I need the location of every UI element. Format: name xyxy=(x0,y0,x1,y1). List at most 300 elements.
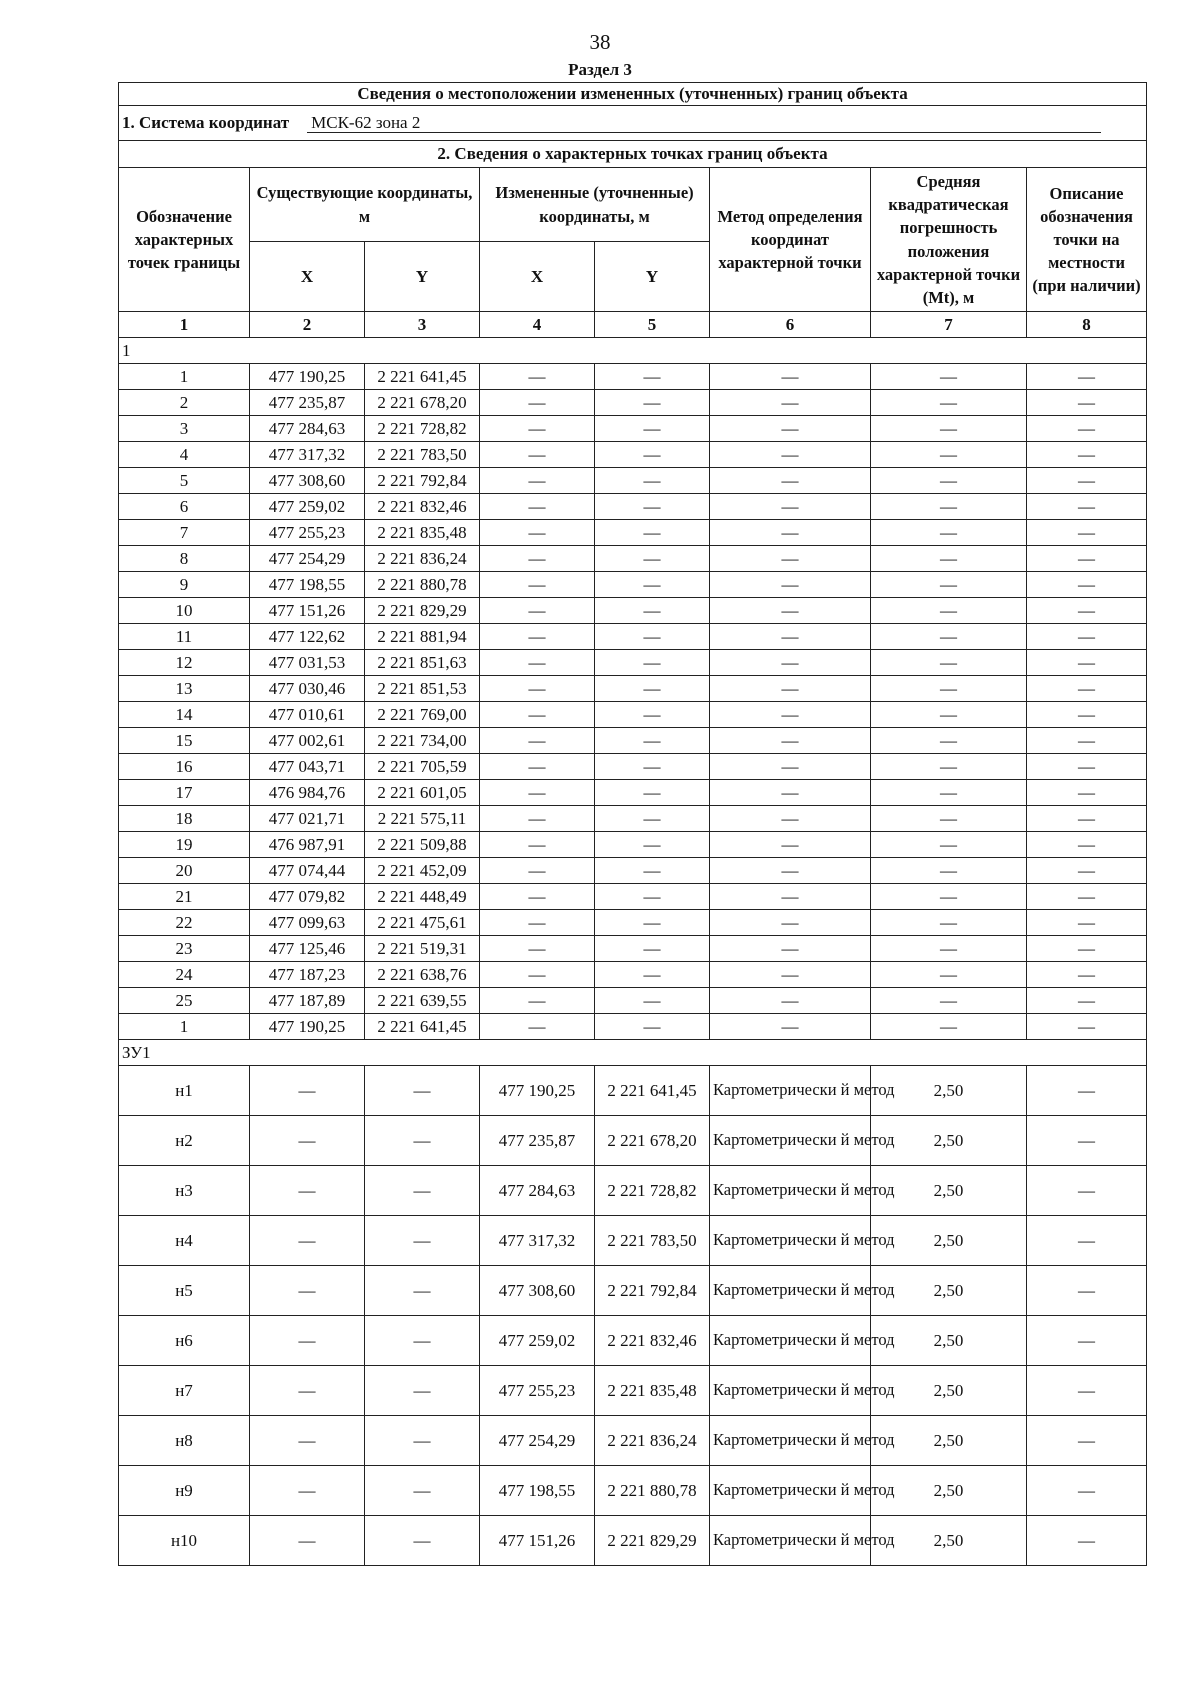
table-cell: н3 xyxy=(119,1166,250,1216)
table-cell: н10 xyxy=(119,1516,250,1566)
table-cell: Картометрически й метод xyxy=(710,1216,871,1266)
table-cell: — xyxy=(710,546,871,572)
table-cell: — xyxy=(871,468,1027,494)
table-cell: 2 221 792,84 xyxy=(595,1266,710,1316)
table-cell: — xyxy=(365,1366,480,1416)
table-cell: — xyxy=(595,494,710,520)
table-cell: — xyxy=(480,806,595,832)
table-cell: — xyxy=(595,442,710,468)
table-cell: — xyxy=(871,858,1027,884)
table-row xyxy=(119,1014,1147,1040)
table-cell: — xyxy=(365,1466,480,1516)
table-cell: 1 xyxy=(119,1014,250,1040)
table-row xyxy=(119,1316,1147,1366)
table-cell: — xyxy=(595,650,710,676)
table-cell: 9 xyxy=(119,572,250,598)
table-cell: 477 074,44 xyxy=(250,858,365,884)
column-number: 2 xyxy=(250,312,365,338)
table-cell: — xyxy=(1027,1166,1147,1216)
table-cell: 2,50 xyxy=(871,1066,1027,1116)
table-cell: 25 xyxy=(119,988,250,1014)
table-cell: 24 xyxy=(119,962,250,988)
table-cell: 17 xyxy=(119,780,250,806)
table-cell: — xyxy=(595,754,710,780)
table-cell: — xyxy=(365,1116,480,1166)
table-cell: — xyxy=(480,520,595,546)
table-cell: Картометрически й метод xyxy=(710,1466,871,1516)
table-row xyxy=(119,546,1147,572)
table-cell: — xyxy=(1027,728,1147,754)
table-cell: 477 002,61 xyxy=(250,728,365,754)
table-cell: 2 221 728,82 xyxy=(595,1166,710,1216)
table-cell: — xyxy=(871,780,1027,806)
table-cell: — xyxy=(250,1266,365,1316)
table-cell: — xyxy=(1027,1216,1147,1266)
table-cell: — xyxy=(480,572,595,598)
table-cell: 477 259,02 xyxy=(480,1316,595,1366)
table-row xyxy=(119,1466,1147,1516)
table-cell: — xyxy=(595,676,710,702)
table-cell: — xyxy=(480,858,595,884)
table-cell: — xyxy=(1027,1516,1147,1566)
table-cell: — xyxy=(871,546,1027,572)
table-title: Сведения о местоположении измененных (уточненных) границ объекта xyxy=(119,83,1147,106)
table-row xyxy=(119,1166,1147,1216)
column-number: 3 xyxy=(365,312,480,338)
table-cell: — xyxy=(365,1316,480,1366)
table-cell: 2,50 xyxy=(871,1166,1027,1216)
table-cell: — xyxy=(710,520,871,546)
table-cell: — xyxy=(871,390,1027,416)
table-cell: 477 010,61 xyxy=(250,702,365,728)
table-cell: 2 221 734,00 xyxy=(365,728,480,754)
header-existing-y: Y xyxy=(365,242,480,312)
table-cell: — xyxy=(710,806,871,832)
table-row xyxy=(119,728,1147,754)
table-cell: — xyxy=(595,546,710,572)
table-row xyxy=(119,494,1147,520)
table-cell: 2 221 769,00 xyxy=(365,702,480,728)
table-cell: 477 198,55 xyxy=(480,1466,595,1516)
table-cell: — xyxy=(480,416,595,442)
table-cell: — xyxy=(871,364,1027,390)
table-cell: — xyxy=(480,1014,595,1040)
group-label: 1 xyxy=(119,338,1147,364)
table-cell: 2,50 xyxy=(871,1216,1027,1266)
table-cell: 2 221 519,31 xyxy=(365,936,480,962)
table-cell: — xyxy=(480,390,595,416)
table-cell: — xyxy=(1027,676,1147,702)
header-changed-x: X xyxy=(480,242,595,312)
table-cell: — xyxy=(250,1416,365,1466)
table-cell: 18 xyxy=(119,806,250,832)
header-point-designation: Обозначение характерных точек границы xyxy=(119,168,250,312)
table-cell: 2 221 881,94 xyxy=(365,624,480,650)
table-row xyxy=(119,1216,1147,1266)
table-cell: 477 259,02 xyxy=(250,494,365,520)
table-cell: 477 190,25 xyxy=(480,1066,595,1116)
table-cell: 21 xyxy=(119,884,250,910)
table-cell: 477 255,23 xyxy=(480,1366,595,1416)
table-cell: — xyxy=(871,624,1027,650)
table-cell: — xyxy=(710,728,871,754)
table-cell: 477 031,53 xyxy=(250,650,365,676)
table-row xyxy=(119,1066,1147,1116)
table-cell: — xyxy=(871,650,1027,676)
table-cell: — xyxy=(1027,1116,1147,1166)
table-cell: 2 221 829,29 xyxy=(365,598,480,624)
table-row xyxy=(119,1416,1147,1466)
table-cell: Картометрически й метод xyxy=(710,1516,871,1566)
table-cell: — xyxy=(1027,442,1147,468)
table-cell: 2 221 452,09 xyxy=(365,858,480,884)
table-row xyxy=(119,962,1147,988)
table-cell: — xyxy=(871,884,1027,910)
table-cell: 1 xyxy=(119,364,250,390)
column-number: 1 xyxy=(119,312,250,338)
table-row xyxy=(119,884,1147,910)
table-cell: 3 xyxy=(119,416,250,442)
table-cell: — xyxy=(710,884,871,910)
coord-system-row xyxy=(119,106,1147,141)
table-cell: 477 021,71 xyxy=(250,806,365,832)
table-cell: — xyxy=(871,676,1027,702)
table-cell: — xyxy=(480,598,595,624)
table-cell: — xyxy=(365,1516,480,1566)
table-cell: — xyxy=(871,1014,1027,1040)
table-cell: 15 xyxy=(119,728,250,754)
table-cell: 4 xyxy=(119,442,250,468)
table-cell: 13 xyxy=(119,676,250,702)
table-cell: — xyxy=(871,702,1027,728)
table-row xyxy=(119,598,1147,624)
table-cell: — xyxy=(480,910,595,936)
table-cell: Картометрически й метод xyxy=(710,1266,871,1316)
table-cell: 2 221 832,46 xyxy=(365,494,480,520)
table-cell: 477 308,60 xyxy=(480,1266,595,1316)
header-method: Метод определения координат характерной точки xyxy=(710,168,871,312)
table-cell: 22 xyxy=(119,910,250,936)
table-cell: — xyxy=(710,442,871,468)
table-cell: — xyxy=(710,858,871,884)
table-cell: — xyxy=(710,364,871,390)
table-cell: 477 079,82 xyxy=(250,884,365,910)
table-cell: 14 xyxy=(119,702,250,728)
table-cell: н2 xyxy=(119,1116,250,1166)
table-row xyxy=(119,988,1147,1014)
table-row xyxy=(119,858,1147,884)
table-cell: 2 221 851,63 xyxy=(365,650,480,676)
table-cell: — xyxy=(250,1316,365,1366)
table-cell: 10 xyxy=(119,598,250,624)
table-cell: — xyxy=(595,390,710,416)
table-row xyxy=(119,442,1147,468)
table-cell: — xyxy=(710,780,871,806)
table-cell: 16 xyxy=(119,754,250,780)
table-cell: 2 221 678,20 xyxy=(365,390,480,416)
table-cell: — xyxy=(1027,650,1147,676)
table-cell: 2 221 880,78 xyxy=(365,572,480,598)
table-cell: 476 987,91 xyxy=(250,832,365,858)
table-cell: — xyxy=(1027,468,1147,494)
table-cell: 7 xyxy=(119,520,250,546)
table-cell: — xyxy=(595,468,710,494)
table-cell: — xyxy=(250,1366,365,1416)
table-cell: — xyxy=(710,962,871,988)
table-cell: — xyxy=(1027,806,1147,832)
table-cell: 477 235,87 xyxy=(480,1116,595,1166)
table-cell: 2,50 xyxy=(871,1516,1027,1566)
table-cell: — xyxy=(1027,1066,1147,1116)
table-cell: 2 221 639,55 xyxy=(365,988,480,1014)
table-cell: — xyxy=(1027,936,1147,962)
table-cell: — xyxy=(365,1266,480,1316)
table-cell: — xyxy=(1027,832,1147,858)
table-cell: Картометрически й метод xyxy=(710,1416,871,1466)
table-row xyxy=(119,520,1147,546)
table-cell: — xyxy=(595,572,710,598)
table-cell: — xyxy=(480,624,595,650)
table-cell: — xyxy=(250,1466,365,1516)
table-cell: — xyxy=(871,494,1027,520)
table-cell: — xyxy=(365,1416,480,1466)
table-cell: 477 122,62 xyxy=(250,624,365,650)
table-row xyxy=(119,1266,1147,1316)
coord-system-value: МСК-62 зона 2 xyxy=(307,113,1101,133)
header-description: Описание обозначения точки на местности (при наличии) xyxy=(1027,168,1147,312)
table-cell: — xyxy=(480,468,595,494)
table-cell: н7 xyxy=(119,1366,250,1416)
table-cell: 2,50 xyxy=(871,1266,1027,1316)
table-cell: 476 984,76 xyxy=(250,780,365,806)
table-cell: 477 284,63 xyxy=(250,416,365,442)
table-cell: — xyxy=(250,1216,365,1266)
table-cell: — xyxy=(595,884,710,910)
table-cell: 2,50 xyxy=(871,1316,1027,1366)
table-cell: 2,50 xyxy=(871,1416,1027,1466)
table-cell: 477 190,25 xyxy=(250,364,365,390)
table-cell: — xyxy=(1027,1316,1147,1366)
table-cell: — xyxy=(871,936,1027,962)
table-cell: 477 317,32 xyxy=(250,442,365,468)
table-cell: — xyxy=(480,364,595,390)
table-cell: — xyxy=(480,702,595,728)
table-cell: — xyxy=(595,702,710,728)
column-number: 4 xyxy=(480,312,595,338)
table-cell: 2 221 705,59 xyxy=(365,754,480,780)
table-cell: 2 221 792,84 xyxy=(365,468,480,494)
table-cell: 477 284,63 xyxy=(480,1166,595,1216)
table-cell: — xyxy=(710,676,871,702)
table-cell: — xyxy=(480,546,595,572)
column-number: 6 xyxy=(710,312,871,338)
table-cell: — xyxy=(595,910,710,936)
table-cell: — xyxy=(250,1066,365,1116)
table-cell: 2 221 728,82 xyxy=(365,416,480,442)
table-cell: н1 xyxy=(119,1066,250,1116)
table-cell: 11 xyxy=(119,624,250,650)
table-cell: — xyxy=(480,780,595,806)
table-cell: — xyxy=(871,988,1027,1014)
table-cell: — xyxy=(710,1014,871,1040)
table-cell: — xyxy=(1027,1014,1147,1040)
table-row xyxy=(119,416,1147,442)
page-number: 38 xyxy=(589,30,611,54)
table-cell: 2 221 638,76 xyxy=(365,962,480,988)
table-cell: 477 255,23 xyxy=(250,520,365,546)
table-row xyxy=(119,390,1147,416)
table-cell: 2 221 678,20 xyxy=(595,1116,710,1166)
table-cell: — xyxy=(871,598,1027,624)
table-row xyxy=(119,364,1147,390)
table-cell: 477 235,87 xyxy=(250,390,365,416)
table-cell: 8 xyxy=(119,546,250,572)
table-row xyxy=(119,1116,1147,1166)
table-cell: 477 254,29 xyxy=(480,1416,595,1466)
header-changed-coords: Измененные (уточненные) координаты, м xyxy=(480,168,710,242)
table-cell: — xyxy=(480,962,595,988)
table-cell: — xyxy=(595,962,710,988)
group-label: ЗУ1 xyxy=(119,1040,1147,1066)
header-existing-x: X xyxy=(250,242,365,312)
table-cell: 2 221 829,29 xyxy=(595,1516,710,1566)
table-cell: н8 xyxy=(119,1416,250,1466)
table-row xyxy=(119,1516,1147,1566)
table-cell: — xyxy=(1027,780,1147,806)
table-cell: — xyxy=(1027,364,1147,390)
table-cell: 477 030,46 xyxy=(250,676,365,702)
table-cell: — xyxy=(1027,1266,1147,1316)
table-cell: — xyxy=(1027,624,1147,650)
table-cell: Картометрически й метод xyxy=(710,1116,871,1166)
table-cell: — xyxy=(480,936,595,962)
table-cell: — xyxy=(871,728,1027,754)
table-row xyxy=(119,624,1147,650)
table-cell: — xyxy=(1027,910,1147,936)
table-cell: — xyxy=(250,1166,365,1216)
table-cell: — xyxy=(871,806,1027,832)
table-cell: — xyxy=(480,988,595,1014)
table-cell: 2 221 448,49 xyxy=(365,884,480,910)
table-cell: 6 xyxy=(119,494,250,520)
table-cell: — xyxy=(595,1014,710,1040)
table-cell: — xyxy=(871,572,1027,598)
table-cell: — xyxy=(480,728,595,754)
table-cell: — xyxy=(1027,884,1147,910)
table-cell: — xyxy=(480,650,595,676)
header-mean-error: Средняя квадратическая погрешность положения характерной точки (Mt), м xyxy=(871,168,1027,312)
table-cell: — xyxy=(710,754,871,780)
column-number: 8 xyxy=(1027,312,1147,338)
table-cell: — xyxy=(480,494,595,520)
table-cell: — xyxy=(1027,988,1147,1014)
table-cell: — xyxy=(871,520,1027,546)
table-cell: 2 221 509,88 xyxy=(365,832,480,858)
table-cell: 5 xyxy=(119,468,250,494)
section-title: Раздел 3 xyxy=(568,60,632,79)
table-cell: 2 221 575,11 xyxy=(365,806,480,832)
boundary-points-table xyxy=(118,82,1147,1566)
table-row xyxy=(119,702,1147,728)
table-cell: — xyxy=(480,442,595,468)
table-cell: 2 221 880,78 xyxy=(595,1466,710,1516)
table-cell: 477 308,60 xyxy=(250,468,365,494)
table-cell: 2 221 836,24 xyxy=(365,546,480,572)
table-cell: — xyxy=(871,832,1027,858)
table-cell: — xyxy=(1027,416,1147,442)
table-cell: — xyxy=(710,416,871,442)
table-cell: — xyxy=(1027,702,1147,728)
table-cell: — xyxy=(710,702,871,728)
table-cell: — xyxy=(595,832,710,858)
table-row xyxy=(119,780,1147,806)
table-row xyxy=(119,676,1147,702)
table-cell: — xyxy=(365,1166,480,1216)
table-cell: 477 254,29 xyxy=(250,546,365,572)
table-cell: 2 221 835,48 xyxy=(595,1366,710,1416)
column-number: 7 xyxy=(871,312,1027,338)
table-cell: 19 xyxy=(119,832,250,858)
table-cell: — xyxy=(595,988,710,1014)
table-cell: Картометрически й метод xyxy=(710,1366,871,1416)
table-cell: Картометрически й метод xyxy=(710,1066,871,1116)
table-cell: 2 221 851,53 xyxy=(365,676,480,702)
table-cell: 2 221 783,50 xyxy=(365,442,480,468)
table-cell: 477 198,55 xyxy=(250,572,365,598)
table-cell: 477 151,26 xyxy=(480,1516,595,1566)
table-cell: н4 xyxy=(119,1216,250,1266)
table-cell: — xyxy=(595,728,710,754)
header-existing-coords: Существующие координаты, м xyxy=(250,168,480,242)
column-number: 5 xyxy=(595,312,710,338)
table-cell: — xyxy=(365,1066,480,1116)
table-cell: — xyxy=(710,468,871,494)
table-cell: Картометрически й метод xyxy=(710,1166,871,1216)
table-cell: — xyxy=(595,520,710,546)
table-cell: 20 xyxy=(119,858,250,884)
table-cell: 477 151,26 xyxy=(250,598,365,624)
table-cell: — xyxy=(871,416,1027,442)
table-cell: 2 221 641,45 xyxy=(365,364,480,390)
table-cell: — xyxy=(480,754,595,780)
table-cell: — xyxy=(595,598,710,624)
table-row xyxy=(119,910,1147,936)
table-cell: — xyxy=(710,494,871,520)
table-cell: 2,50 xyxy=(871,1366,1027,1416)
table-cell: — xyxy=(710,910,871,936)
table-cell: 477 099,63 xyxy=(250,910,365,936)
table-cell: 2 221 475,61 xyxy=(365,910,480,936)
table-cell: 23 xyxy=(119,936,250,962)
table-cell: — xyxy=(871,442,1027,468)
table-cell: — xyxy=(1027,390,1147,416)
table-cell: — xyxy=(1027,520,1147,546)
table-cell: 2 221 641,45 xyxy=(595,1066,710,1116)
coord-system-label: 1. Система координат xyxy=(122,112,290,132)
table-cell: — xyxy=(1027,1466,1147,1516)
table-cell: 2,50 xyxy=(871,1466,1027,1516)
table-cell: 477 317,32 xyxy=(480,1216,595,1266)
table-cell: — xyxy=(871,910,1027,936)
table-cell: 477 043,71 xyxy=(250,754,365,780)
table-cell: — xyxy=(365,1216,480,1266)
table-row xyxy=(119,650,1147,676)
table-cell: 477 125,46 xyxy=(250,936,365,962)
table-row xyxy=(119,832,1147,858)
table-cell: 477 190,25 xyxy=(250,1014,365,1040)
table-cell: — xyxy=(1027,598,1147,624)
table-cell: — xyxy=(710,832,871,858)
